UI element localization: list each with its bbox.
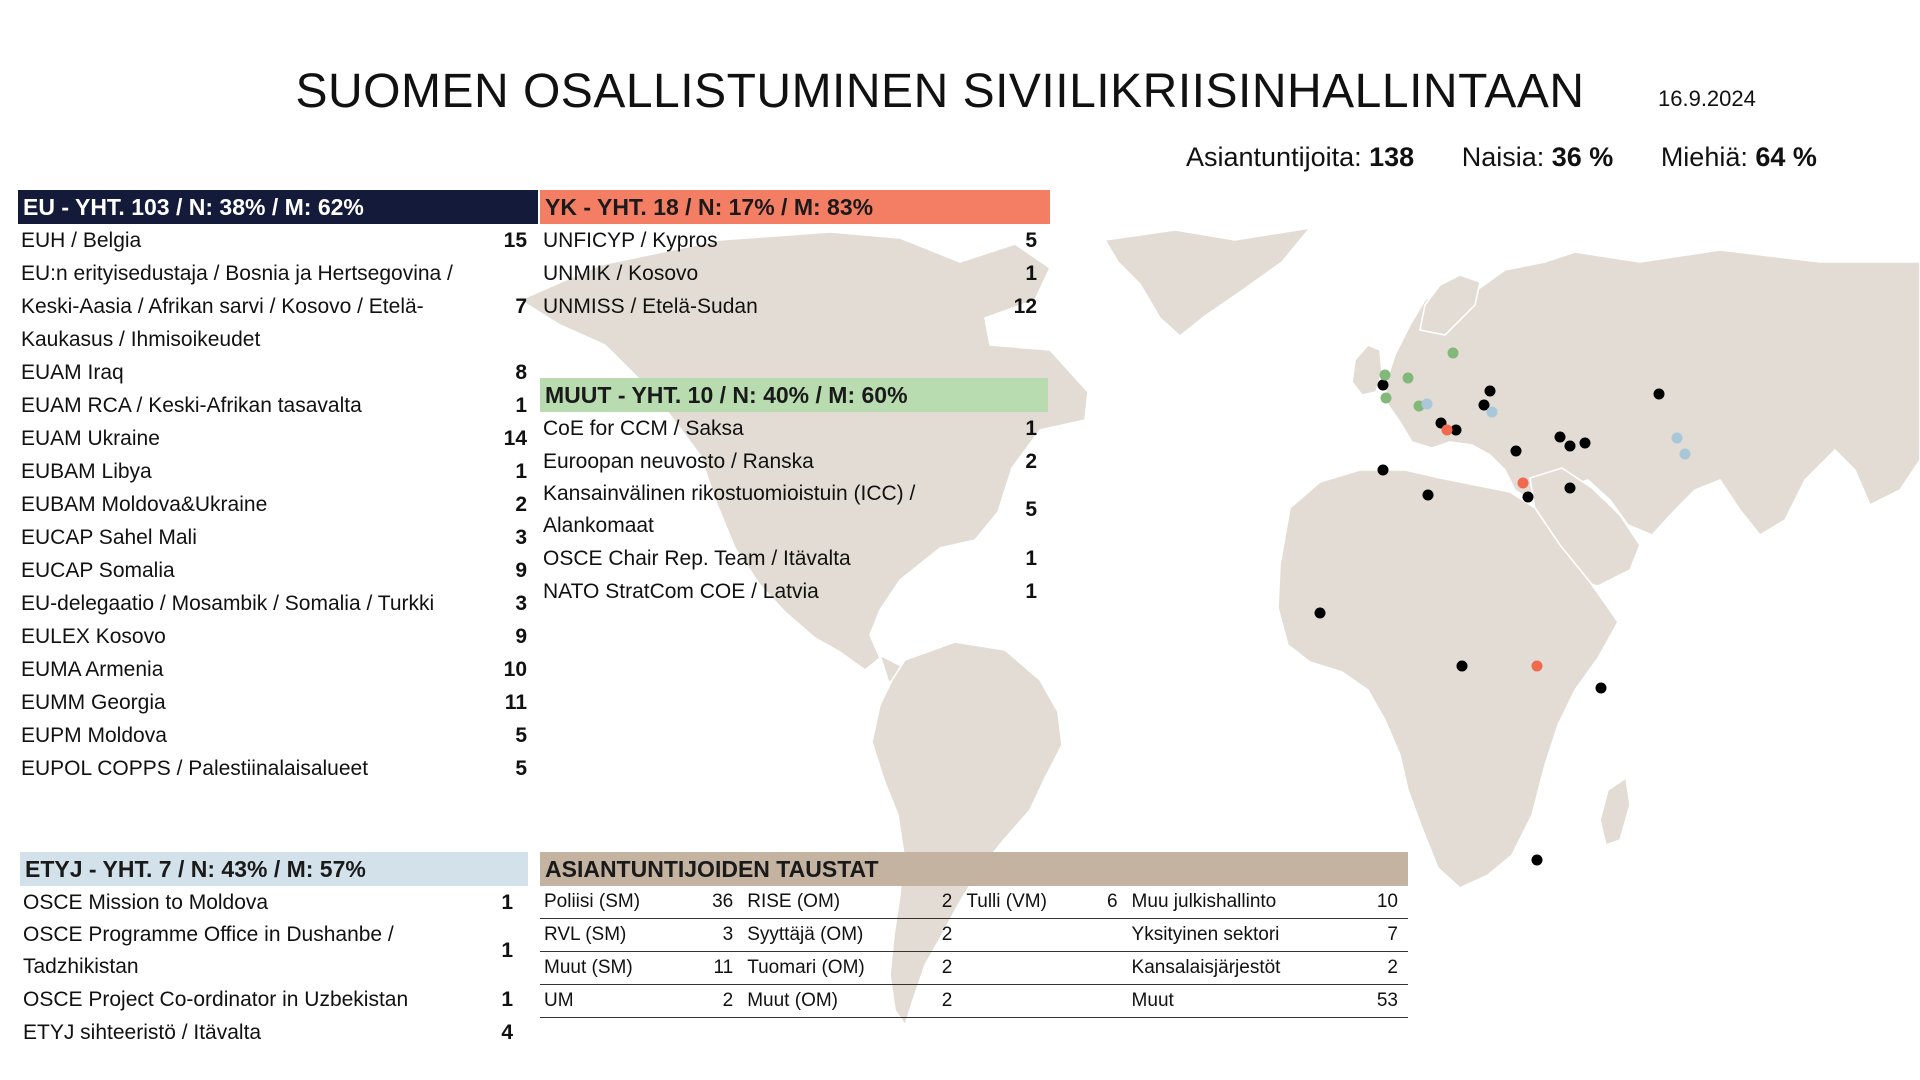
map-marker [1523,492,1534,503]
map-marker [1378,380,1389,391]
mission-name: EUPM Moldova [21,724,167,747]
mission-count: 9 [515,559,527,582]
table-cell [1092,985,1128,1018]
list-item [21,356,527,389]
map-marker [1422,399,1433,410]
list-item [21,752,527,785]
mission-count: 3 [515,526,527,549]
yk-mission-list [543,224,1037,323]
mission-name: EUH / Belgia [21,229,142,252]
list-item [543,542,1037,575]
mission-name: EUAM Ukraine [21,427,160,450]
experts-label: Asiantuntijoita: [1186,142,1362,172]
list-item [21,554,527,587]
etyj-mission-list [23,886,513,1049]
mission-count: 1 [1025,547,1037,570]
map-marker [1532,855,1543,866]
mission-name: UNMIK / Kosovo [543,262,699,285]
mission-name: UNMISS / Etelä-Sudan [543,295,758,318]
table-row [540,886,1408,919]
mission-count: 1 [515,460,527,483]
mission-name: OSCE Mission to Moldova [23,891,269,914]
map-marker [1680,449,1691,460]
map-marker [1381,393,1392,404]
map-marker [1672,433,1683,444]
table-cell: 7 [1357,919,1408,952]
table-cell: Tuomari (OM) [743,952,926,985]
map-marker [1565,441,1576,452]
eu-section-header: EU - YHT. 103 / N: 38% / M: 62% [18,190,538,224]
list-item [543,445,1037,478]
table-cell [1092,952,1128,985]
mission-name: OSCE Project Co-ordinator in Uzbekistan [23,988,409,1011]
table-cell: 2 [692,985,743,1018]
women-stat [1462,142,1614,172]
eu-mission-list [21,224,527,785]
map-marker [1378,465,1389,476]
list-item [23,886,513,919]
table-row [540,985,1408,1018]
mission-name: EUAM Iraq [21,361,124,384]
mission-name: Kansainvälinen rikostuomioistuin (ICC) / Alankomaat [543,482,916,537]
mission-count: 11 [504,691,527,714]
list-item [21,224,527,257]
map-marker [1555,432,1566,443]
table-cell: Muut (OM) [743,985,926,1018]
table-cell: 2 [926,886,962,919]
table-cell [962,952,1091,985]
backgrounds-section-header: ASIANTUNTIJOIDEN TAUSTAT [540,852,1408,886]
summary-stats [1186,142,1857,173]
map-marker [1596,683,1607,694]
madagascar-landmass [1600,778,1630,845]
list-item [543,478,1037,542]
mission-name: EUMM Georgia [21,691,166,714]
table-cell: Muu julkishallinto [1128,886,1357,919]
list-item [543,224,1037,257]
mission-count: 5 [1025,498,1037,521]
yk-section-header: YK - YHT. 18 / N: 17% / M: 83% [540,190,1050,224]
mission-name: Euroopan neuvosto / Ranska [543,450,814,473]
mission-name: UNFICYP / Kypros [543,229,718,252]
mission-count: 7 [515,295,527,318]
list-item [21,587,527,620]
mission-count: 2 [515,493,527,516]
experts-stat [1186,142,1414,172]
mission-count: 2 [1025,450,1037,473]
mission-count: 8 [515,361,527,384]
table-row [540,919,1408,952]
date-label: 16.9.2024 [1658,86,1756,111]
mission-count: 1 [1025,262,1037,285]
men-label: Miehiä: [1660,142,1748,172]
mission-count: 1 [1025,417,1037,440]
list-item [21,719,527,752]
table-row [540,952,1408,985]
mission-count: 5 [1025,229,1037,252]
table-cell: 11 [692,952,743,985]
mission-count: 5 [515,724,527,747]
list-item [21,686,527,719]
mission-name: EUAM RCA / Keski-Afrikan tasavalta [21,394,362,417]
table-cell: Kansalaisjärjestöt [1128,952,1357,985]
mission-count: 9 [515,625,527,648]
table-cell: 36 [692,886,743,919]
table-cell [962,985,1091,1018]
mission-count: 1 [501,988,513,1011]
table-cell: Tulli (VM) [962,886,1091,919]
list-item [23,983,513,1016]
table-cell: RVL (SM) [540,919,692,952]
list-item [21,257,527,356]
table-cell [962,919,1091,952]
table-cell: UM [540,985,692,1018]
table-cell: Poliisi (SM) [540,886,692,919]
mission-name: EUCAP Sahel Mali [21,526,197,549]
mission-count: 5 [515,757,527,780]
table-cell: Yksityinen sektori [1128,919,1357,952]
mission-count: 1 [501,891,513,914]
map-marker [1532,661,1543,672]
map-marker [1511,446,1522,457]
table-cell: 2 [1357,952,1408,985]
mission-name: NATO StratCom COE / Latvia [543,580,819,603]
list-item [21,488,527,521]
muut-mission-list [543,412,1037,608]
list-item [21,422,527,455]
list-item [23,919,513,983]
women-value: 36 % [1551,142,1614,172]
mission-name: EU-delegaatio / Mosambik / Somalia / Turkki [21,592,435,615]
mission-count: 12 [1013,295,1037,318]
mission-name: OSCE Programme Office in Dushanbe / Tadzhikistan [23,923,394,978]
map-marker [1448,348,1459,359]
list-item [21,389,527,422]
table-cell: Syyttäjä (OM) [743,919,926,952]
etyj-section-header: ETYJ - YHT. 7 / N: 43% / M: 57% [20,852,528,886]
list-item [21,620,527,653]
table-cell: Muut (SM) [540,952,692,985]
table-cell: Muut [1128,985,1357,1018]
mission-name: ETYJ sihteeristö / Itävalta [23,1021,262,1044]
men-value: 64 % [1755,142,1817,172]
map-marker [1487,407,1498,418]
list-item [21,653,527,686]
women-label: Naisia: [1461,142,1545,172]
mission-count: 15 [503,229,527,252]
list-item [543,257,1037,290]
map-marker [1580,438,1591,449]
mission-count: 4 [501,1021,513,1044]
list-item [543,290,1037,323]
mission-name: EU:n erityisedustaja / Bosnia ja Hertsegovina / Keski-Aasia / Afrikan sarvi / Kosovo / Etelä-Kaukasus / Ihmisoikeudet [21,262,453,351]
map-marker [1654,389,1665,400]
table-cell: 3 [692,919,743,952]
mission-count: 1 [1025,580,1037,603]
mission-name: OSCE Chair Rep. Team / Itävalta [543,547,851,570]
table-cell [1092,919,1128,952]
map-marker [1518,478,1529,489]
mission-name: EULEX Kosovo [21,625,166,648]
map-marker [1442,425,1453,436]
mission-count: 14 [503,427,527,450]
map-marker [1457,661,1468,672]
mission-name: EUBAM Moldova&Ukraine [21,493,268,516]
men-stat [1661,142,1817,172]
table-cell: 6 [1092,886,1128,919]
mission-name: EUBAM Libya [21,460,152,483]
mission-count: 3 [515,592,527,615]
list-item [23,1016,513,1049]
mission-name: CoE for CCM / Saksa [543,417,744,440]
table-cell: 2 [926,985,962,1018]
mission-name: EUPOL COPPS / Palestiinalaisalueet [21,757,369,780]
muut-section-header: MUUT - YHT. 10 / N: 40% / M: 60% [540,378,1048,412]
map-marker [1380,370,1391,381]
map-marker [1565,483,1576,494]
greenland-landmass [1105,228,1310,336]
table-cell: 2 [926,919,962,952]
table-cell: 53 [1357,985,1408,1018]
mission-name: EUCAP Somalia [21,559,175,582]
map-marker [1315,608,1326,619]
table-cell: RISE (OM) [743,886,926,919]
mission-name: EUMA Armenia [21,658,164,681]
table-cell: 10 [1357,886,1408,919]
table-cell: 2 [926,952,962,985]
map-marker [1485,386,1496,397]
experts-value: 138 [1369,142,1415,172]
list-item [21,455,527,488]
list-item [543,575,1037,608]
page-title: SUOMEN OSALLISTUMINEN SIVIILIKRIISINHALLINTAAN [295,65,1585,118]
map-marker [1403,373,1414,384]
list-item [543,412,1037,445]
backgrounds-table [540,886,1408,1018]
mission-count: 10 [503,658,527,681]
mission-count: 1 [515,394,527,417]
mission-count: 1 [501,939,513,962]
map-marker [1423,490,1434,501]
list-item [21,521,527,554]
